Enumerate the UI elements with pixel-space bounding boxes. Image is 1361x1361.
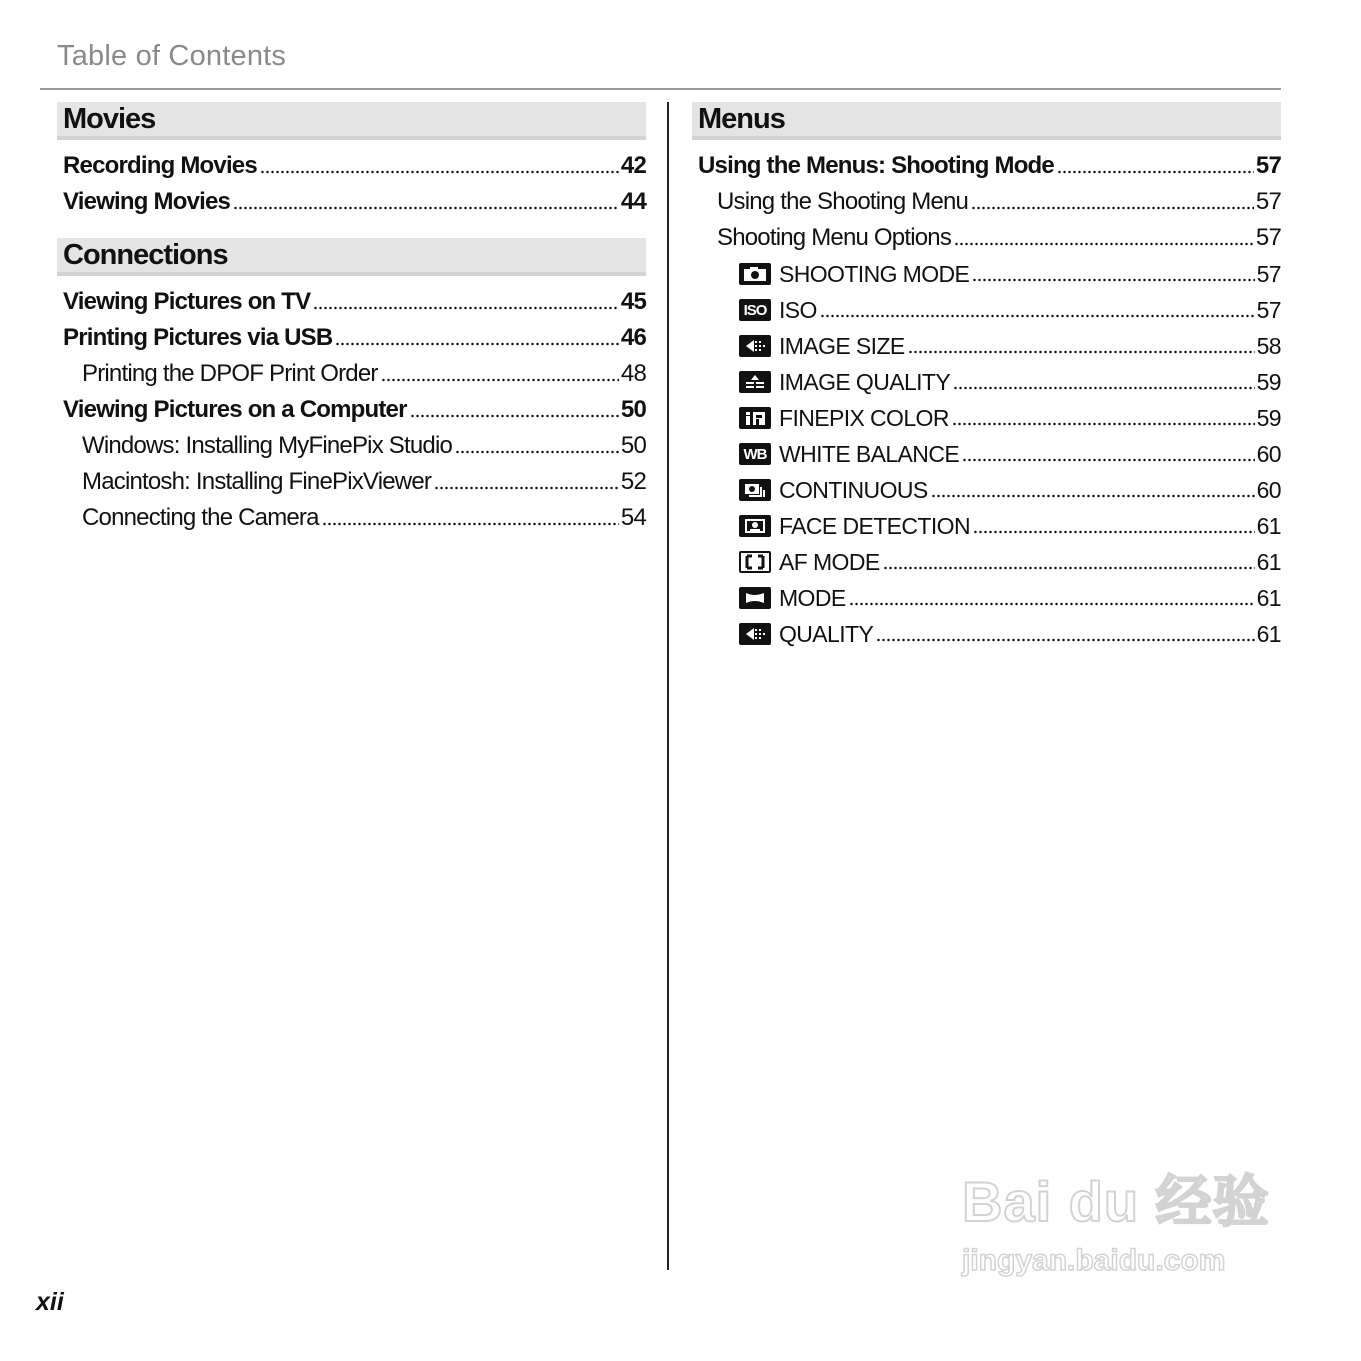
- image-size-icon: [739, 335, 771, 357]
- toc-entry-label: WHITE BALANCE: [779, 440, 960, 467]
- page-header-title: Table of Contents: [57, 40, 287, 72]
- toc-entry-label: Shooting Menu Options: [717, 224, 952, 251]
- af-mode-icon: [739, 551, 771, 573]
- white-balance-icon: WB: [739, 443, 771, 465]
- toc-entry-page: 57: [1255, 152, 1281, 179]
- toc-entry[interactable]: [57, 500, 646, 536]
- toc-entry-page: 60: [1256, 476, 1281, 503]
- toc-entry[interactable]: [692, 184, 1281, 220]
- toc-entry[interactable]: [692, 220, 1281, 256]
- dot-leader: [973, 530, 1255, 534]
- dot-leader: [953, 386, 1254, 390]
- toc-entry[interactable]: [692, 292, 1281, 328]
- dot-leader: [962, 458, 1255, 462]
- toc-entry[interactable]: [692, 364, 1281, 400]
- toc-entry[interactable]: [57, 148, 646, 184]
- toc-entry-page: 61: [1256, 548, 1281, 575]
- toc-entry[interactable]: [692, 544, 1281, 580]
- movie-quality-icon: [739, 623, 771, 645]
- camera-icon: [739, 263, 771, 285]
- toc-entry-label: QUALITY: [779, 620, 874, 647]
- toc-entry-page: 57: [1256, 296, 1281, 323]
- page-number: xii: [36, 1288, 64, 1316]
- toc-entry[interactable]: [57, 464, 646, 500]
- toc-entry-label: Using the Shooting Menu: [717, 188, 969, 215]
- toc-entry[interactable]: [692, 472, 1281, 508]
- panorama-mode-icon: [739, 587, 771, 609]
- dot-leader: [410, 414, 619, 418]
- section-header-connections: Connections: [57, 238, 646, 276]
- section-header-menus: Menus: [692, 102, 1281, 140]
- finepix-color-icon: [739, 407, 771, 429]
- toc-entry[interactable]: [57, 356, 646, 392]
- dot-leader: [1057, 170, 1254, 174]
- dot-leader: [322, 522, 619, 526]
- dot-leader: [335, 342, 618, 346]
- dot-leader: [849, 602, 1255, 606]
- toc-entry-label: FACE DETECTION: [779, 512, 970, 539]
- toc-entry-page: 52: [620, 468, 646, 495]
- toc-entry-page: 57: [1256, 260, 1281, 287]
- dot-leader: [434, 486, 619, 490]
- toc-entry-label: Viewing Pictures on TV: [63, 288, 311, 315]
- toc-entry-label: Printing Pictures via USB: [63, 324, 333, 351]
- toc-entry-label: SHOOTING MODE: [779, 260, 970, 287]
- toc-entry-label: ISO: [779, 296, 817, 323]
- toc-entry-page: 60: [1256, 440, 1281, 467]
- dot-leader: [952, 422, 1255, 426]
- toc-entry[interactable]: [692, 328, 1281, 364]
- dot-leader: [883, 566, 1255, 570]
- toc-entry-label: MODE: [779, 584, 846, 611]
- toc-entry[interactable]: [57, 392, 646, 428]
- toc-entry-label: Viewing Pictures on a Computer: [63, 396, 407, 423]
- toc-entry-label: Macintosh: Installing FinePixViewer: [82, 468, 432, 495]
- right-column: [692, 102, 1281, 652]
- toc-entry[interactable]: [692, 616, 1281, 652]
- toc-entry-page: 50: [620, 396, 646, 423]
- toc-entry[interactable]: [57, 428, 646, 464]
- dot-leader: [260, 170, 619, 174]
- continuous-icon: [739, 479, 771, 501]
- header-rule: [40, 88, 1281, 90]
- toc-entry-page: 50: [620, 432, 646, 459]
- toc-entry-label: Windows: Installing MyFinePix Studio: [82, 432, 453, 459]
- toc-entry-label: Connecting the Camera: [82, 504, 319, 531]
- toc-entry-page: 44: [620, 188, 646, 215]
- dot-leader: [455, 450, 619, 454]
- toc-entry-label: CONTINUOUS: [779, 476, 928, 503]
- toc-entry[interactable]: [692, 508, 1281, 544]
- toc-entry-page: 45: [620, 288, 646, 315]
- toc-entry-label: Viewing Movies: [63, 188, 231, 215]
- dot-leader: [876, 638, 1254, 642]
- dot-leader: [954, 242, 1254, 246]
- image-quality-icon: [739, 371, 771, 393]
- toc-entry-label: IMAGE SIZE: [779, 332, 905, 359]
- watermark-url: jingyan.baidu.com: [962, 1244, 1226, 1277]
- toc-entry-page: 61: [1256, 512, 1281, 539]
- dot-leader: [972, 278, 1254, 282]
- dot-leader: [313, 306, 619, 310]
- toc-entry[interactable]: [692, 400, 1281, 436]
- toc-entry[interactable]: [692, 256, 1281, 292]
- toc-entry-page: 57: [1255, 224, 1281, 251]
- toc-entry-page: 46: [620, 324, 646, 351]
- toc-entry-page: 42: [620, 152, 646, 179]
- watermark: [962, 1158, 1270, 1278]
- dot-leader: [971, 206, 1254, 210]
- toc-entry-page: 61: [1256, 620, 1281, 647]
- toc-entry[interactable]: [57, 184, 646, 220]
- dot-leader: [820, 314, 1255, 318]
- toc-entry-page: 48: [620, 360, 646, 387]
- dot-leader: [931, 494, 1255, 498]
- toc-entry-label: FINEPIX COLOR: [779, 404, 949, 431]
- dot-leader: [233, 206, 619, 210]
- toc-entry-label: IMAGE QUALITY: [779, 368, 951, 395]
- dot-leader: [381, 378, 619, 382]
- toc-entry-page: 59: [1256, 368, 1281, 395]
- left-column: [57, 102, 646, 536]
- toc-entry[interactable]: [692, 436, 1281, 472]
- toc-entry-page: 58: [1256, 332, 1281, 359]
- column-divider: [667, 102, 669, 1270]
- toc-entry[interactable]: [692, 580, 1281, 616]
- dot-leader: [908, 350, 1255, 354]
- toc-entry-page: 59: [1256, 404, 1281, 431]
- watermark-logo-text: Bai du 经验: [962, 1170, 1270, 1233]
- face-detection-icon: [739, 515, 771, 537]
- toc-entry[interactable]: [57, 284, 646, 320]
- toc-entry-page: 61: [1256, 584, 1281, 611]
- toc-entry[interactable]: [57, 320, 646, 356]
- toc-entry-page: 54: [620, 504, 646, 531]
- toc-entry-label: Using the Menus: Shooting Mode: [698, 152, 1054, 179]
- iso-icon: ISO: [739, 299, 771, 321]
- toc-entry-label: Recording Movies: [63, 152, 257, 179]
- toc-entry-label: Printing the DPOF Print Order: [82, 360, 378, 387]
- toc-entry-label: AF MODE: [779, 548, 880, 575]
- section-header-movies: Movies: [57, 102, 646, 140]
- toc-entry-page: 57: [1255, 188, 1281, 215]
- toc-entry[interactable]: [692, 148, 1281, 184]
